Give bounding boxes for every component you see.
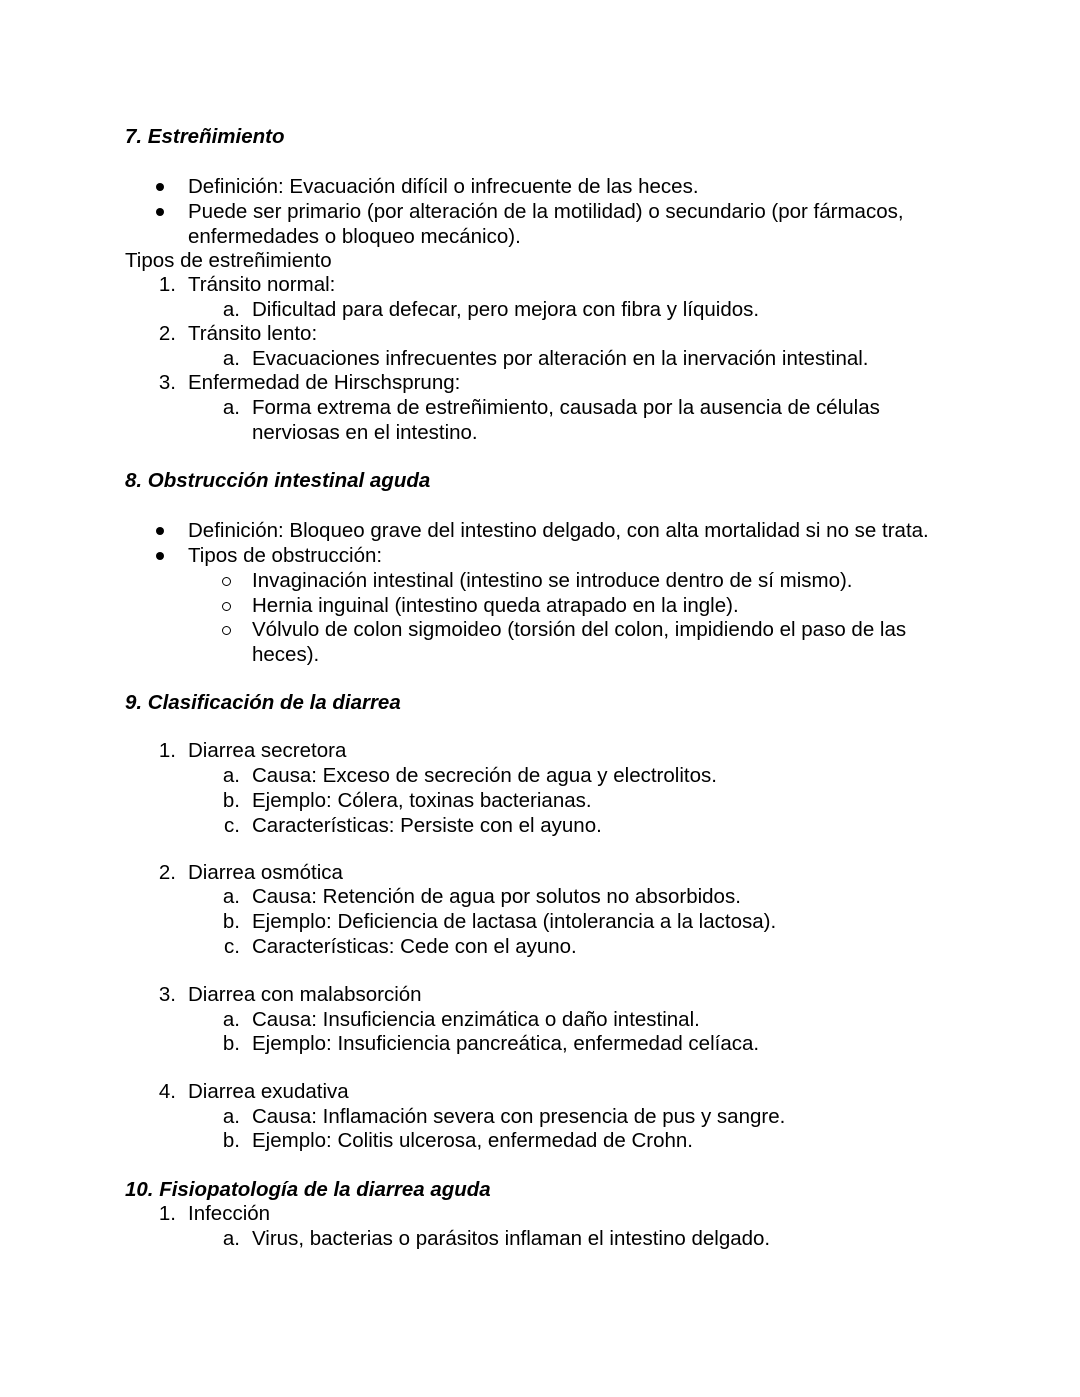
list-letter: a.: [222, 1008, 240, 1031]
list-letter: b.: [222, 789, 240, 812]
s9-item-1-b: Ejemplo: Cólera, toxinas bacterianas.: [252, 789, 592, 812]
section-7-title: 7. Estreñimiento: [125, 125, 285, 148]
section-8-title: 8. Obstrucción intestinal aguda: [125, 469, 431, 492]
s10-item-1-a: Virus, bacterias o parásitos inflaman el intestino delgado.: [252, 1227, 771, 1250]
list-number: 2.: [158, 861, 176, 884]
list-letter: a.: [222, 885, 240, 908]
list-letter: a.: [222, 298, 240, 321]
list-number: 1.: [158, 739, 176, 762]
list-letter: a.: [222, 396, 240, 419]
circle-bullet-icon: [222, 626, 231, 635]
circle-bullet-icon: [222, 602, 231, 611]
s9-item-2-b: Ejemplo: Deficiencia de lactasa (intolerancia a la lactosa).: [252, 910, 777, 933]
s9-item-4: Diarrea exudativa: [188, 1080, 349, 1103]
list-letter: a.: [222, 1227, 240, 1250]
list-letter: c.: [224, 814, 240, 837]
s7-bullet-2: Puede ser primario (por alteración de la motilidad) o secundario (por fármacos,: [188, 200, 904, 223]
circle-bullet-icon: [222, 577, 231, 586]
s7-item-3: Enfermedad de Hirschsprung:: [188, 371, 461, 394]
bullet-icon: [156, 527, 164, 535]
s9-item-3-a: Causa: Insuficiencia enzimática o daño intestinal.: [252, 1008, 700, 1031]
section-9-title: 9. Clasificación de la diarrea: [125, 691, 401, 714]
list-letter: b.: [222, 1032, 240, 1055]
s9-item-2-c: Características: Cede con el ayuno.: [252, 935, 577, 958]
list-number: 2.: [158, 322, 176, 345]
list-letter: b.: [222, 910, 240, 933]
s9-item-4-a: Causa: Inflamación severa con presencia de pus y sangre.: [252, 1105, 786, 1128]
s7-item-1-a: Dificultad para defecar, pero mejora con fibra y líquidos.: [252, 298, 760, 321]
s9-item-3-b: Ejemplo: Insuficiencia pancreática, enfermedad celíaca.: [252, 1032, 760, 1055]
list-number: 1.: [158, 1202, 176, 1225]
list-number: 3.: [158, 983, 176, 1006]
s9-item-2: Diarrea osmótica: [188, 861, 343, 884]
s8-bullet-1: Definición: Bloqueo grave del intestino delgado, con alta mortalidad si no se trata.: [188, 519, 929, 542]
s7-subtitle: Tipos de estreñimiento: [125, 249, 332, 272]
s7-bullet-1: Definición: Evacuación difícil o infrecuente de las heces.: [188, 175, 699, 198]
s8-subbullet-3-cont: heces).: [252, 643, 320, 666]
list-number: 3.: [158, 371, 176, 394]
s9-item-2-a: Causa: Retención de agua por solutos no absorbidos.: [252, 885, 741, 908]
bullet-icon: [156, 552, 164, 560]
s7-item-3-a-cont: nerviosas en el intestino.: [252, 421, 478, 444]
section-10-title: 10. Fisiopatología de la diarrea aguda: [125, 1178, 491, 1201]
s9-item-3: Diarrea con malabsorción: [188, 983, 422, 1006]
list-number: 4.: [158, 1080, 176, 1103]
s9-item-1-a: Causa: Exceso de secreción de agua y electrolitos.: [252, 764, 717, 787]
s10-item-1: Infección: [188, 1202, 271, 1225]
s8-subbullet-3: Vólvulo de colon sigmoideo (torsión del colon, impidiendo el paso de las: [252, 618, 907, 641]
s7-item-3-a: Forma extrema de estreñimiento, causada por la ausencia de células: [252, 396, 880, 419]
list-letter: b.: [222, 1129, 240, 1152]
s7-bullet-2-cont: enfermedades o bloqueo mecánico).: [188, 225, 521, 248]
list-letter: a.: [222, 1105, 240, 1128]
s8-subbullet-2: Hernia inguinal (intestino queda atrapado en la ingle).: [252, 594, 739, 617]
list-letter: a.: [222, 764, 240, 787]
s9-item-4-b: Ejemplo: Colitis ulcerosa, enfermedad de Crohn.: [252, 1129, 693, 1152]
s7-item-1: Tránsito normal:: [188, 273, 336, 296]
bullet-icon: [156, 183, 164, 191]
bullet-icon: [156, 208, 164, 216]
list-letter: c.: [224, 935, 240, 958]
s9-item-1-c: Características: Persiste con el ayuno.: [252, 814, 602, 837]
list-number: 1.: [158, 273, 176, 296]
list-letter: a.: [222, 347, 240, 370]
s9-item-1: Diarrea secretora: [188, 739, 347, 762]
s8-bullet-2: Tipos de obstrucción:: [188, 544, 383, 567]
s7-item-2-a: Evacuaciones infrecuentes por alteración en la inervación intestinal.: [252, 347, 869, 370]
s7-item-2: Tránsito lento:: [188, 322, 318, 345]
s8-subbullet-1: Invaginación intestinal (intestino se introduce dentro de sí mismo).: [252, 569, 853, 592]
